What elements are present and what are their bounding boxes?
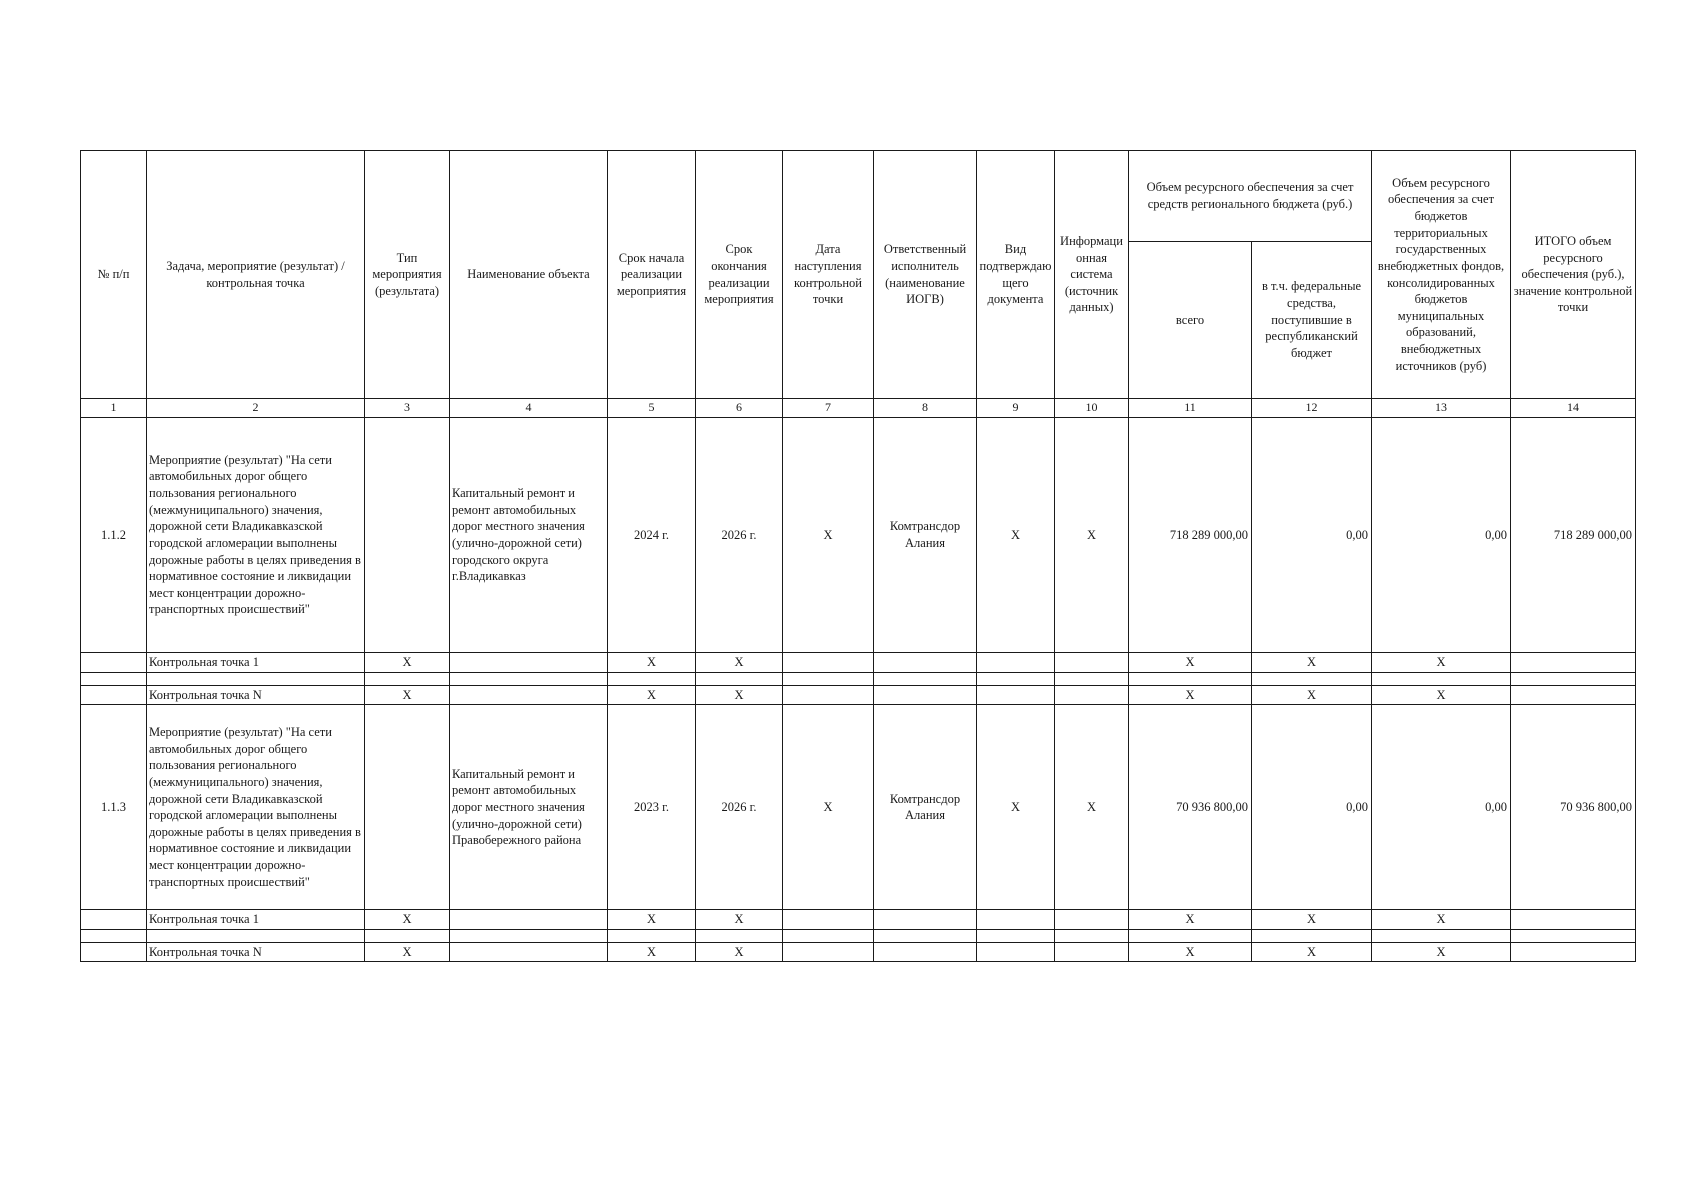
checkpoint-federal: X [1252,910,1372,930]
checkpoint-end: X [696,652,783,672]
header-type: Тип мероприятия (результата) [365,151,450,399]
regional-total: 70 936 800,00 [1129,705,1252,910]
header-object: Наименование объекта [450,151,608,399]
regional-total: 718 289 000,00 [1129,417,1252,652]
blank-row [81,672,1636,685]
grand-total: 70 936 800,00 [1511,705,1636,910]
checkpoint-total: X [1129,685,1252,705]
column-number: 2 [147,399,365,418]
column-number: 4 [450,399,608,418]
info-system: X [1055,417,1129,652]
end-date: 2026 г. [696,705,783,910]
task-description: Мероприятие (результат) "На сети автомобильных дорог общего пользования регионального (межмуниципального) значения, дорожной сети Владикавказской городской агломерации выполнены дорожные работы в целях приведения в нормативное состояние и ликвидации мест концентрации дорожно-транспортных происшествий" [147,417,365,652]
column-number: 10 [1055,399,1129,418]
checkpoint-start: X [608,685,696,705]
checkpoint-label: Контрольная точка N [147,942,365,962]
table-row [81,705,1636,910]
header-end: Срок окончания реализации мероприятия [696,151,783,399]
column-number: 8 [874,399,977,418]
column-number: 11 [1129,399,1252,418]
checkpoint-start: X [608,942,696,962]
header-federal: в т.ч. федеральные средства, поступившие в республиканский бюджет [1252,242,1372,399]
checkpoint-type: X [365,910,450,930]
resource-plan-table [80,150,1636,962]
other-sources: 0,00 [1372,417,1511,652]
checkpoint-row [81,652,1636,672]
responsible: Комтрансдор Алания [874,417,977,652]
column-number: 5 [608,399,696,418]
checkpoint-label: Контрольная точка 1 [147,910,365,930]
checkpoint-end: X [696,942,783,962]
checkpoint-label: Контрольная точка N [147,685,365,705]
checkpoint-other: X [1372,652,1511,672]
task-type [365,417,450,652]
column-number: 13 [1372,399,1511,418]
grand-total: 718 289 000,00 [1511,417,1636,652]
end-date: 2026 г. [696,417,783,652]
header-row [81,151,1636,242]
table-row [81,417,1636,652]
start-date: 2024 г. [608,417,696,652]
start-date: 2023 г. [608,705,696,910]
checkpoint-other: X [1372,942,1511,962]
header-document: Вид подтверждающего документа [977,151,1055,399]
checkpoint-type: X [365,942,450,962]
checkpoint-type: X [365,685,450,705]
column-number-row [81,399,1636,418]
checkpoint-federal: X [1252,652,1372,672]
checkpoint-end: X [696,685,783,705]
federal-funds: 0,00 [1252,705,1372,910]
checkpoint-other: X [1372,910,1511,930]
header-responsible: Ответственный исполнитель (наименование ИОГВ) [874,151,977,399]
document-type: X [977,705,1055,910]
header-total: всего [1129,242,1252,399]
checkpoint-other: X [1372,685,1511,705]
column-number: 9 [977,399,1055,418]
header-date: Дата наступления контрольной точки [783,151,874,399]
column-number: 3 [365,399,450,418]
column-number: 7 [783,399,874,418]
checkpoint-total: X [1129,652,1252,672]
checkpoint-type: X [365,652,450,672]
info-system: X [1055,705,1129,910]
checkpoint-row [81,910,1636,930]
checkpoint-total: X [1129,910,1252,930]
header-other-sources: Объем ресурсного обеспечения за счет бюджетов территориальных государственных внебюджетных фондов, консолидированных бюджетов муниципальных образований, внебюджетных источников (руб) [1372,151,1511,399]
checkpoint-total: X [1129,942,1252,962]
checkpoint-row [81,942,1636,962]
blank-row [81,929,1636,942]
column-number: 1 [81,399,147,418]
object-name: Капитальный ремонт и ремонт автомобильных дорог местного значения (улично-дорожной сети) городского округа г.Владикавказ [450,417,608,652]
row-number: 1.1.2 [81,417,147,652]
header-regional-budget-group: Объем ресурсного обеспечения за счет средств регионального бюджета (руб.) [1129,151,1372,242]
task-type [365,705,450,910]
checkpoint-start: X [608,652,696,672]
document-type: X [977,417,1055,652]
column-number: 14 [1511,399,1636,418]
header-start: Срок начала реализации мероприятия [608,151,696,399]
checkpoint-label: Контрольная точка 1 [147,652,365,672]
header-grand-total: ИТОГО объем ресурсного обеспечения (руб.), значение контрольной точки [1511,151,1636,399]
checkpoint-date: X [783,705,874,910]
header-number: № п/п [81,151,147,399]
column-number: 12 [1252,399,1372,418]
object-name: Капитальный ремонт и ремонт автомобильных дорог местного значения (улично-дорожной сети) Правобережного района [450,705,608,910]
checkpoint-end: X [696,910,783,930]
responsible: Комтрансдор Алания [874,705,977,910]
column-number: 6 [696,399,783,418]
checkpoint-date: X [783,417,874,652]
checkpoint-start: X [608,910,696,930]
other-sources: 0,00 [1372,705,1511,910]
row-number: 1.1.3 [81,705,147,910]
task-description: Мероприятие (результат) "На сети автомобильных дорог общего пользования регионального (межмуниципального) значения, дорожной сети Владикавказской городской агломерации выполнены дорожные работы в целях приведения в нормативное состояние и ликвидации мест концентрации дорожно-транспортных происшествий" [147,705,365,910]
checkpoint-federal: X [1252,942,1372,962]
checkpoint-federal: X [1252,685,1372,705]
header-task: Задача, мероприятие (результат) / контрольная точка [147,151,365,399]
checkpoint-row [81,685,1636,705]
header-system: Информационная система (источник данных) [1055,151,1129,399]
federal-funds: 0,00 [1252,417,1372,652]
